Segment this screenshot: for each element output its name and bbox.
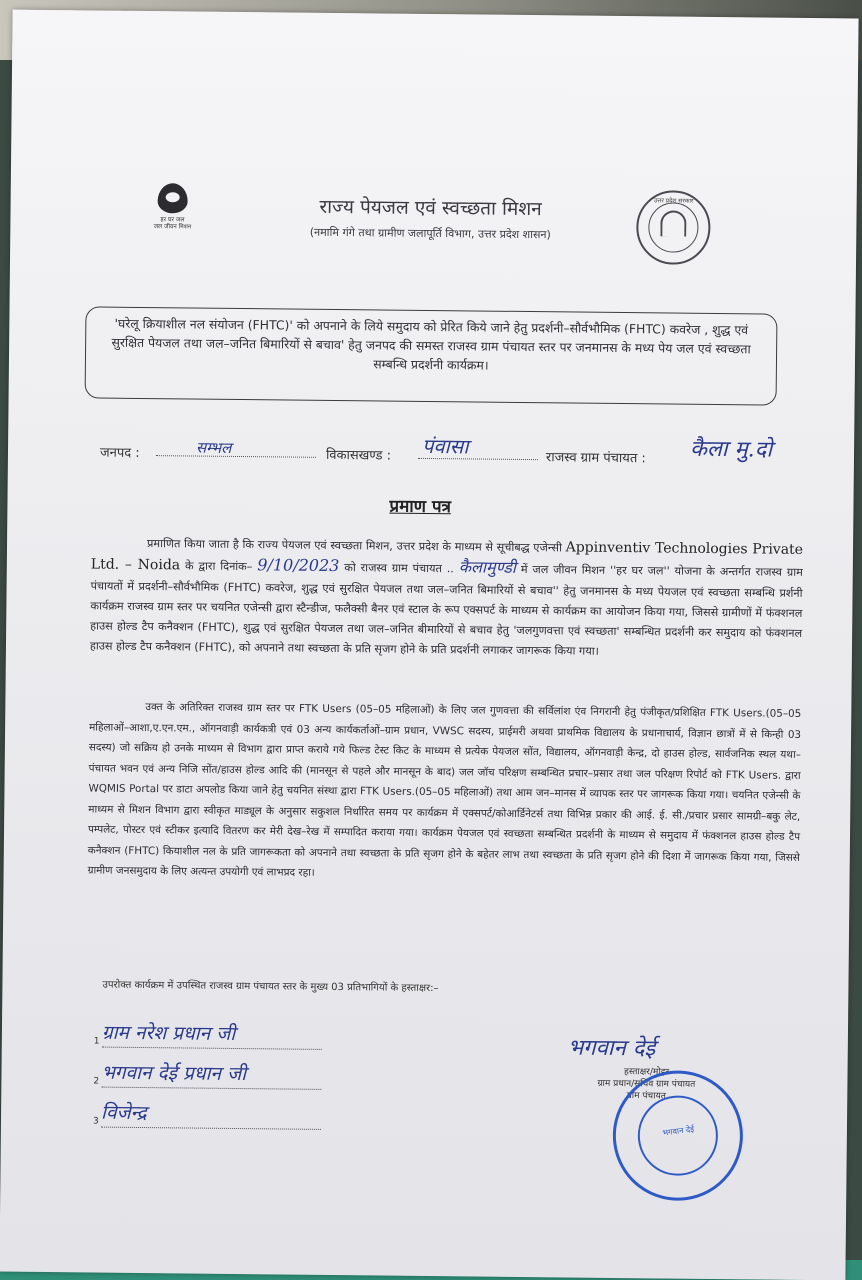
certificate-paragraph-1 [90, 532, 803, 664]
attestation-line: उपरोक्त कार्यक्रम में उपस्थित राजस्व ग्राम पंचायत स्तर के मुख्य 03 प्रतिभागियों के हस्ताक्षर:– [102, 979, 439, 995]
signature-name: विजेन्द्र [100, 1101, 147, 1125]
document-page [0, 10, 859, 1280]
participant-signatures [87, 1018, 408, 1141]
panchayat-value: कैला मु.दो [689, 436, 773, 463]
signature-number: 2 [93, 1076, 100, 1087]
district-label: जनपद : [99, 445, 140, 461]
signature-line [102, 1047, 322, 1050]
participant-signature [87, 1058, 407, 1101]
subject-box: 'घरेलू क्रियाशील नल संयोजन (FHTC)' को अपनाने के लिये समुदाय को प्रेरित किये जाने हेतु प्रदर्शनी–सौर्वभौमिक (FHTC) कवरेज , शुद्ध एवं सुरक्षित पेयजल तथा जल–जनित बिमारियों से बचाव' हेतु जनपद की समस्त राजस्व ग्राम पंचायत स्तर पर जनमानस के मध्य पेय जल एवं स्वच्छता सम्बन्धि प्रदर्शनी कार्यक्रम। [85, 306, 778, 405]
document-title: प्रमाण पत्र [389, 496, 452, 518]
block-label: विकासखण्ड : [325, 447, 392, 464]
header-title: राज्य पेयजल एवं स्वच्छता मिशन [319, 195, 542, 221]
district-value: सम्भल [195, 438, 232, 457]
para1-line1: प्रमाणित किया जाता है कि राज्य पेयजल एवं स्वच्छता मिशन, उत्तर प्रदेश के माध्यम से सूचीबद्ध एजेन्सी [146, 537, 562, 555]
signature-number: 3 [92, 1116, 99, 1127]
signature-name: भगवान देई प्रधान जी [101, 1061, 247, 1086]
meta-row [99, 433, 820, 475]
pradhan-label: हस्ताक्षर/मोहर ग्राम प्रधान/सचिव ग्राम पंचायत ग्राम पंचायत [597, 1067, 696, 1102]
pradhan-signature: भगवान देई [567, 1035, 656, 1062]
district-line [156, 455, 316, 458]
date-suffix: को राजस्व ग्राम पंचायत .. [344, 561, 454, 576]
signature-line [101, 1127, 321, 1130]
bow-icon [660, 210, 686, 236]
water-drop-icon [158, 183, 188, 213]
participant-signature [87, 1098, 407, 1141]
program-date: 9/10/2023 [257, 555, 340, 576]
para1-rest: में जल जीवन मिशन ''हर घर जल'' योजना के अन्तर्गत राजस्व ग्राम पंचायतों में प्रदर्शनी–सौर्वभौमिक (FHTC) कवरेज, शुद्ध एवं सुरक्षित पेयजल तथा जल–जनित बिमारियों से बचाव'' हेतु जनमानस के मध्य पेयजल एवं स्वच्छता सम्बन्धि प्रर्शनी कार्यक्रम राजस्व ग्राम स्तर पर चयनित एजेन्सी द्वारा स्टैन्डीज, फलैक्सी बैनर एवं स्टाल के रूप एक्सपर्ट के माध्यम से कार्यक्रम का आयोजन किया गया, जिससे ग्रामीणों में फंक्शनल हाउस होल्ड टैप कनैक्शन (FHTC), शुद्ध एवं सुरक्षित पेयजल तथा जल–जनित बीमारियों से बचाव हेतु 'जलगुणवत्ता एवं स्वच्छता' सम्बन्धित प्रदर्शनी कर समुदाय को फंक्शनल हाउस होल्ड टैप कनैक्शन (FHTC), को अपनाने तथा स्वच्छता के प्रति सृजग होने के प्रति प्रदर्शनी लगाकर जागरूक किया गया। [89, 563, 803, 659]
signature-name: ग्राम नरेश प्रधान जी [101, 1021, 236, 1045]
certificate-paragraph-2: उक्त के अतिरिक्त राजस्व ग्राम स्तर पर FTK Users (05–05 महिलाओं) के लिए जल गुणवत्ता की सर्विलांश एंव निगरानी हेतु पंजीकृत/प्रशिक्षित FTK Users.(05–05 महिलाओं–आशा,ए.एन.एम., ऑगनवाड़ी कार्यकत्री एवं 03 अन्य कार्यकर्ताओं–ग्राम प्रधान, VWSC सदस्य, प्राईमरी अथवा प्राथमिक विद्यालय के प्रधानाचार्य, विज्ञान छात्रों में से किन्ही 03 सदस्य) जो सक्रिय हो उनके माध्यम से विभाग द्वारा प्राप्त कराये गये फिल्ड टेस्ट किट के माध्यम से प्रत्येक पेयजल सोंत, विद्यालय, ऑगनवाड़ी केन्द्र, दो हाउस होल्ड, सार्वजनिक स्थल यथा–पंचायत भवन एवं अन्य निजि सोंत/हाउस होल्ड आदि की (मानसून से पहले और मानसून के बाद) जल जॉच परिक्षण सम्बन्धित प्रचार–प्रसार तथा जल परिक्षण रिपोर्ट को FTK Users. द्वारा WQMIS Portal पर डाटा अपलोड किया जाने हेतु चयनित संस्था द्वारा FTK Users.(05–05 महिलाओं) तथा आम जन–मानस में व्यापक स्तर पर जागरूक किया गया। चयनित एजेन्सी के माध्यम से मिशन विभाग द्वारा स्वीकृत माड्यूल के अनुसार सकुशल निर्धारित समय पर कार्यक्रम में एक्सपर्ट/कोआर्डिनेटर्स तथा विभिन्न प्रकार की आई. ई. सी./प्रचार प्रसार सामग्री–बकु लेट, पम्पलेट, पोस्टर एवं स्टीकर इत्यादि वितरण कर मेरी देख–रेख में सम्पादित कराया गया। कार्यक्रम पेयजल एवं स्वच्छता सम्बन्धित प्रदर्शनी के माध्यम से समुदाय में फंक्शनल हाउस होल्ड टैप कनैक्शन (FHTC) कियाशील नल के प्रति जागरूकता को अपनाने तथा स्वच्छता के प्रति सृजग होने के बहेतर लाभ तथा स्वच्छता के प्रति सृजग होने की दिशा में जागरूक किया गया, जिससे ग्रामीण जनसमुदाय के लिए अत्यन्त उपयोगी एवं लाभप्रद रहा। [87, 701, 802, 879]
emblem-text: उत्तर प्रदेश सरकार [653, 197, 694, 205]
jal-jeevan-logo [140, 183, 204, 231]
logo-caption: हर घर जल जल जीवन मिशन [153, 216, 192, 231]
participant-signature [88, 1018, 408, 1061]
panchayat-handwritten: कैलामुण्डी [458, 557, 517, 578]
block-value: पंवासा [421, 433, 469, 459]
panchayat-label: राजस्व ग्राम पंचायत : [545, 450, 646, 467]
signature-line [101, 1087, 321, 1090]
date-prefix: के द्वारा दिनांक– [185, 559, 253, 574]
agency-name: Appinventiv Technologies Private Ltd. – Noida [90, 539, 804, 574]
signature-number: 1 [93, 1036, 100, 1047]
header-subtitle: (नमामि गंगे तथा ग्रामीण जलापूर्ति विभाग, उत्तर प्रदेश शासन) [309, 225, 551, 242]
stamp-text: भगवान देई [661, 1124, 695, 1138]
up-government-emblem [636, 190, 711, 265]
